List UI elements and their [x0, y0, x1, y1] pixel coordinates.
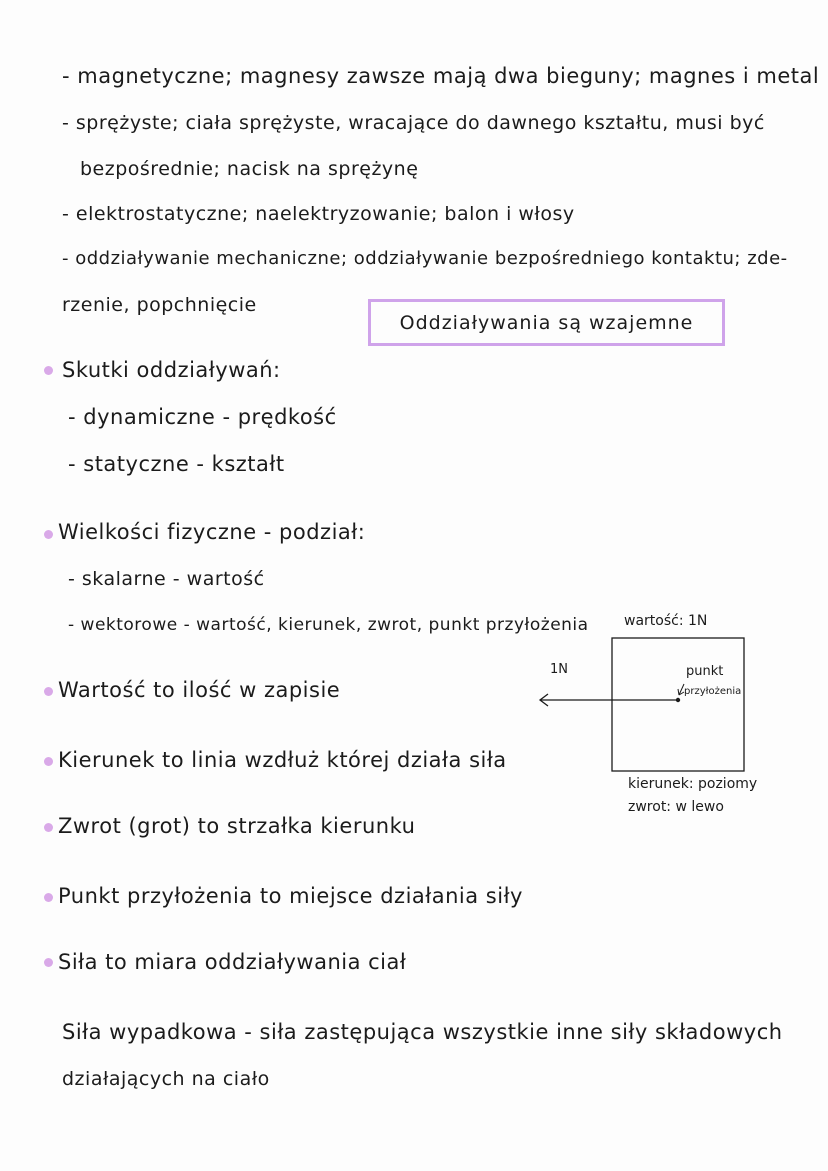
force-type-elastic: - sprężyste; ciała sprężyste, wracające do dawnego kształtu, musi być [62, 112, 765, 134]
diagram-sense-label: zwrot: w lewo [628, 799, 724, 815]
quantities-title: Wielkości fizyczne - podział: [58, 520, 366, 544]
force-type-electrostatic: - elektrostatyczne; naelektryzowanie; balon i włosy [62, 203, 575, 225]
force-type-elastic-cont: bezpośrednie; nacisk na sprężynę [80, 158, 419, 180]
application-point [676, 698, 680, 702]
resultant-line-2: działających na ciało [62, 1068, 270, 1090]
diagram-point-label-1: punkt [686, 664, 724, 679]
quantities-item-vector: - wektorowe - wartość, kierunek, zwrot, punkt przyłożenia [68, 615, 589, 635]
effects-item-static: - statyczne - kształt [68, 452, 285, 476]
force-type-magnetic: - magnetyczne; magnesy zawsze mają dwa bieguny; magnes i metal [62, 64, 820, 88]
resultant-line-1: Siła wypadkowa - siła zastępująca wszystkie inne siły składowych [62, 1020, 783, 1044]
highlight-box-text: Oddziaływania są wzajemne [399, 311, 694, 334]
definition-sense: Zwrot (grot) to strzałka kierunku [58, 814, 416, 838]
definition-direction: Kierunek to linia wzdłuż której działa siła [58, 748, 507, 772]
force-type-mechanical: - oddziaływanie mechaniczne; oddziaływanie bezpośredniego kontaktu; zde- [62, 248, 788, 269]
definition-force: Siła to miara oddziaływania ciał [58, 950, 407, 974]
effects-item-dynamic: - dynamiczne - prędkość [68, 405, 337, 429]
effects-title: Skutki oddziaływań: [62, 358, 281, 382]
diagram-arrow-label: 1N [550, 662, 568, 677]
diagram-value-label: wartość: 1N [624, 613, 708, 629]
force-type-mechanical-cont: rzenie, popchnięcie [62, 294, 257, 316]
definition-value: Wartość to ilość w zapisie [58, 678, 341, 702]
body-square [612, 638, 744, 771]
diagram-point-label-2: przyłożenia [684, 686, 742, 697]
quantities-item-scalar: - skalarne - wartość [68, 568, 265, 590]
definition-point: Punkt przyłożenia to miejsce działania siły [58, 884, 523, 908]
diagram-direction-label: kierunek: poziomy [628, 776, 758, 792]
